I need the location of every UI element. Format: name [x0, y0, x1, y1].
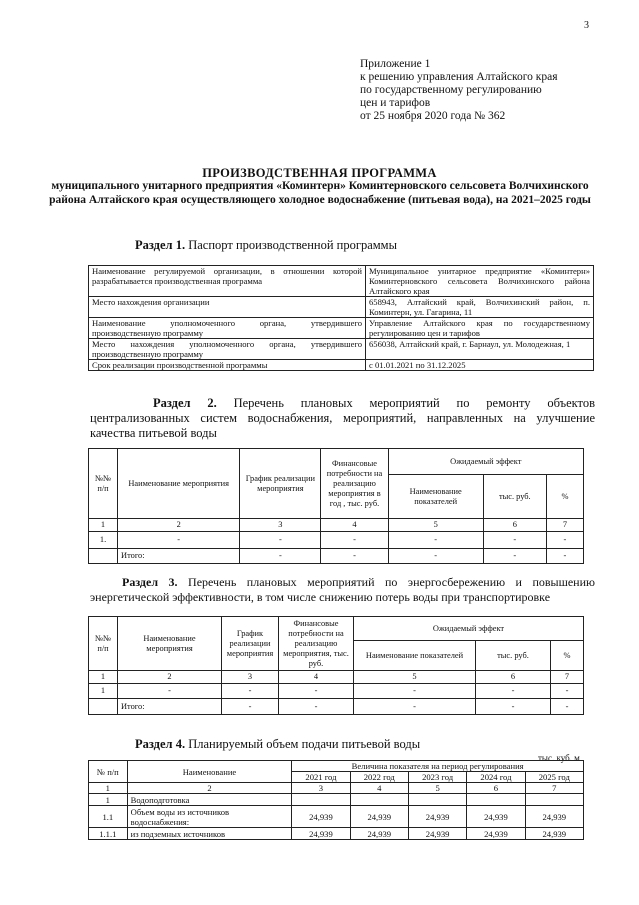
table-cell: 7 [551, 671, 584, 684]
table-cell: 24,939 [467, 828, 525, 840]
table-cell: - [240, 532, 321, 549]
document-title: ПРОИЗВОДСТВЕННАЯ ПРОГРАММА [202, 166, 437, 180]
col-num-header: № п/п [89, 761, 128, 783]
table-row [89, 519, 584, 532]
table-cell: Водоподготовка [127, 794, 292, 806]
col-rub-header: тыс. руб. [476, 641, 551, 671]
table-row [89, 699, 584, 715]
col-effect-header: Ожидаемый эффект [388, 449, 583, 475]
col-pct-header: % [546, 475, 583, 519]
table-cell: из подземных источников [127, 828, 292, 840]
col-name-header: Наименование мероприятия [118, 449, 240, 519]
col-schedule-header: График реализации мероприятия [240, 449, 321, 519]
table-row [89, 532, 584, 549]
table-cell: - [240, 549, 321, 564]
table-row [89, 549, 584, 564]
table-row [89, 671, 584, 684]
year-header: 2025 год [525, 772, 583, 783]
section4-label: Раздел 4. [135, 737, 186, 751]
table-cell: 1. [89, 532, 118, 549]
table-cell: - [279, 699, 354, 715]
section4-table [88, 760, 584, 840]
table-cell: 7 [525, 783, 583, 794]
passport-table [88, 265, 594, 371]
table-cell: 24,939 [467, 806, 525, 828]
table-cell: 1.1.1 [89, 828, 128, 840]
table-cell [525, 794, 583, 806]
col-finance-header: Финансовые потребности на реализацию мероприятия, тыс. руб. [279, 617, 354, 671]
table-row [89, 297, 594, 318]
section3-text: Перечень плановых мероприятий по энергосбережению и повышению энергетической эффективности, в том числе снижению потерь воды при транспортировке [90, 575, 595, 604]
table-header-row [89, 761, 584, 772]
table-cell: - [483, 532, 546, 549]
table-cell: 6 [467, 783, 525, 794]
table-cell: 5 [408, 783, 466, 794]
document-subtitle: муниципального унитарного предприятия «Коминтерн» Коминтерновского сельсовета Волчихинского района Алтайского края осуществляющего холодное водоснабжение (питьевая вода), на 2021–2025 годы [49, 180, 591, 206]
year-header: 2021 год [292, 772, 350, 783]
appendix-line: к решению управления Алтайского края [360, 71, 558, 83]
table-cell: 1.1 [89, 806, 128, 828]
table-cell: - [388, 549, 483, 564]
passport-key: Наименование уполномоченного органа, утвердившего производственную программу [89, 318, 366, 339]
table-cell: - [321, 532, 388, 549]
appendix-line: цен и тарифов [360, 97, 431, 109]
table-cell: Объем воды из источников водоснабжения: [127, 806, 292, 828]
table-cell: 5 [354, 671, 476, 684]
appendix-line: от 25 ноября 2020 года № 362 [360, 110, 506, 122]
table-cell: - [222, 684, 279, 699]
table-row [89, 783, 584, 794]
table-cell: 24,939 [292, 828, 350, 840]
col-finance-header: Финансовые потребности на реализацию мероприятия в год , тыс. руб. [321, 449, 388, 519]
table-cell: 24,939 [525, 806, 583, 828]
table-cell: - [354, 684, 476, 699]
total-label: Итого: [118, 699, 222, 715]
table-cell: 1 [89, 794, 128, 806]
section1-label: Раздел 1. [135, 238, 186, 252]
passport-key: Наименование регулируемой организации, в отношении которой разрабатывается производственная программа [89, 266, 366, 297]
table-cell: 24,939 [350, 806, 408, 828]
table-cell: 24,939 [350, 828, 408, 840]
table-cell: 2 [118, 671, 222, 684]
col-schedule-header: График реализации мероприятия [222, 617, 279, 671]
col-rub-header: тыс. руб. [483, 475, 546, 519]
col-name-header: Наименование мероприятия [118, 617, 222, 671]
table-cell [350, 794, 408, 806]
section2-label: Раздел 2. [153, 396, 217, 410]
table-cell: 4 [350, 783, 408, 794]
table-cell [89, 699, 118, 715]
total-label: Итого: [118, 549, 240, 564]
table-header-row [89, 617, 584, 641]
table-cell: - [388, 532, 483, 549]
section4-heading [135, 737, 420, 752]
section1-text: Паспорт производственной программы [185, 238, 397, 252]
table-cell: 1 [89, 519, 118, 532]
section2-text: Перечень плановых мероприятий по ремонту объектов централизованных систем водоснабжения, мероприятий, направленных на улучшение качества питьевой воды [90, 396, 595, 440]
table-cell: 5 [388, 519, 483, 532]
col-effect-header: Ожидаемый эффект [354, 617, 584, 641]
passport-value: 658943, Алтайский край, Волчихинский район, п. Коминтерн, ул. Гагарина, 11 [366, 297, 594, 318]
year-header: 2023 год [408, 772, 466, 783]
passport-value: с 01.01.2021 по 31.12.2025 [366, 360, 594, 371]
table-cell: 24,939 [292, 806, 350, 828]
table-cell: - [354, 699, 476, 715]
table-cell: 6 [483, 519, 546, 532]
table-cell: - [483, 549, 546, 564]
section3-heading [90, 575, 595, 605]
passport-value: 656038, Алтайский край, г. Барнаул, ул. Молодежная, 1 [366, 339, 594, 360]
table-cell: - [546, 532, 583, 549]
table-cell: 3 [292, 783, 350, 794]
table-cell: - [321, 549, 388, 564]
table-cell: 6 [476, 671, 551, 684]
appendix-line: по государственному регулированию [360, 84, 542, 96]
section2-table [88, 448, 584, 564]
passport-value: Муниципальное унитарное предприятие «Коминтерн» Коминтерновского сельсовета Волчихинского района Алтайского края [366, 266, 594, 297]
table-cell: - [222, 699, 279, 715]
table-cell: - [551, 699, 584, 715]
section1-heading [135, 238, 397, 253]
table-cell: 1 [89, 783, 128, 794]
page-number: 3 [584, 20, 589, 31]
table-cell: - [118, 684, 222, 699]
table-cell [408, 794, 466, 806]
table-row [89, 684, 584, 699]
table-cell: 3 [240, 519, 321, 532]
table-cell: - [118, 532, 240, 549]
table-cell: - [476, 684, 551, 699]
passport-key: Место нахождения организации [89, 297, 366, 318]
passport-key: Срок реализации производственной программы [89, 360, 366, 371]
table-cell: 3 [222, 671, 279, 684]
table-cell: - [279, 684, 354, 699]
section3-table [88, 616, 584, 715]
year-header: 2022 год [350, 772, 408, 783]
table-cell: 7 [546, 519, 583, 532]
section3-label: Раздел 3. [122, 575, 178, 589]
table-cell [467, 794, 525, 806]
table-cell: 2 [127, 783, 292, 794]
table-cell: 24,939 [408, 806, 466, 828]
year-header: 2024 год [467, 772, 525, 783]
col-pct-header: % [551, 641, 584, 671]
passport-key: Место нахождения уполномоченного органа, утвердившего производственную программу [89, 339, 366, 360]
table-cell: 24,939 [525, 828, 583, 840]
col-num-header: №№ п/п [89, 449, 118, 519]
section2-heading [90, 396, 595, 441]
table-cell: 4 [279, 671, 354, 684]
table-cell: 1 [89, 684, 118, 699]
table-row [89, 828, 584, 840]
table-row [89, 794, 584, 806]
table-row [89, 266, 594, 297]
table-cell: - [551, 684, 584, 699]
table-cell [292, 794, 350, 806]
col-period-header: Величина показателя на период регулирования [292, 761, 584, 772]
table-cell: 24,939 [408, 828, 466, 840]
table-cell: - [546, 549, 583, 564]
table-cell: 2 [118, 519, 240, 532]
table-row [89, 806, 584, 828]
table-cell: 4 [321, 519, 388, 532]
table-header-row [89, 449, 584, 475]
passport-value: Управление Алтайского края по государственному регулированию цен и тарифов [366, 318, 594, 339]
section4-text: Планируемый объем подачи питьевой воды [185, 737, 421, 751]
col-indicator-header: Наименование показателей [388, 475, 483, 519]
col-name-header: Наименование [127, 761, 292, 783]
unit-label: тыс. куб. м [538, 753, 580, 763]
appendix-line: Приложение 1 [360, 58, 431, 70]
table-row [89, 339, 594, 360]
table-cell [89, 549, 118, 564]
table-cell: - [476, 699, 551, 715]
table-cell: 1 [89, 671, 118, 684]
col-num-header: №№ п/п [89, 617, 118, 671]
appendix-block [360, 58, 630, 123]
table-row [89, 360, 594, 371]
col-indicator-header: Наименование показателей [354, 641, 476, 671]
table-row [89, 318, 594, 339]
